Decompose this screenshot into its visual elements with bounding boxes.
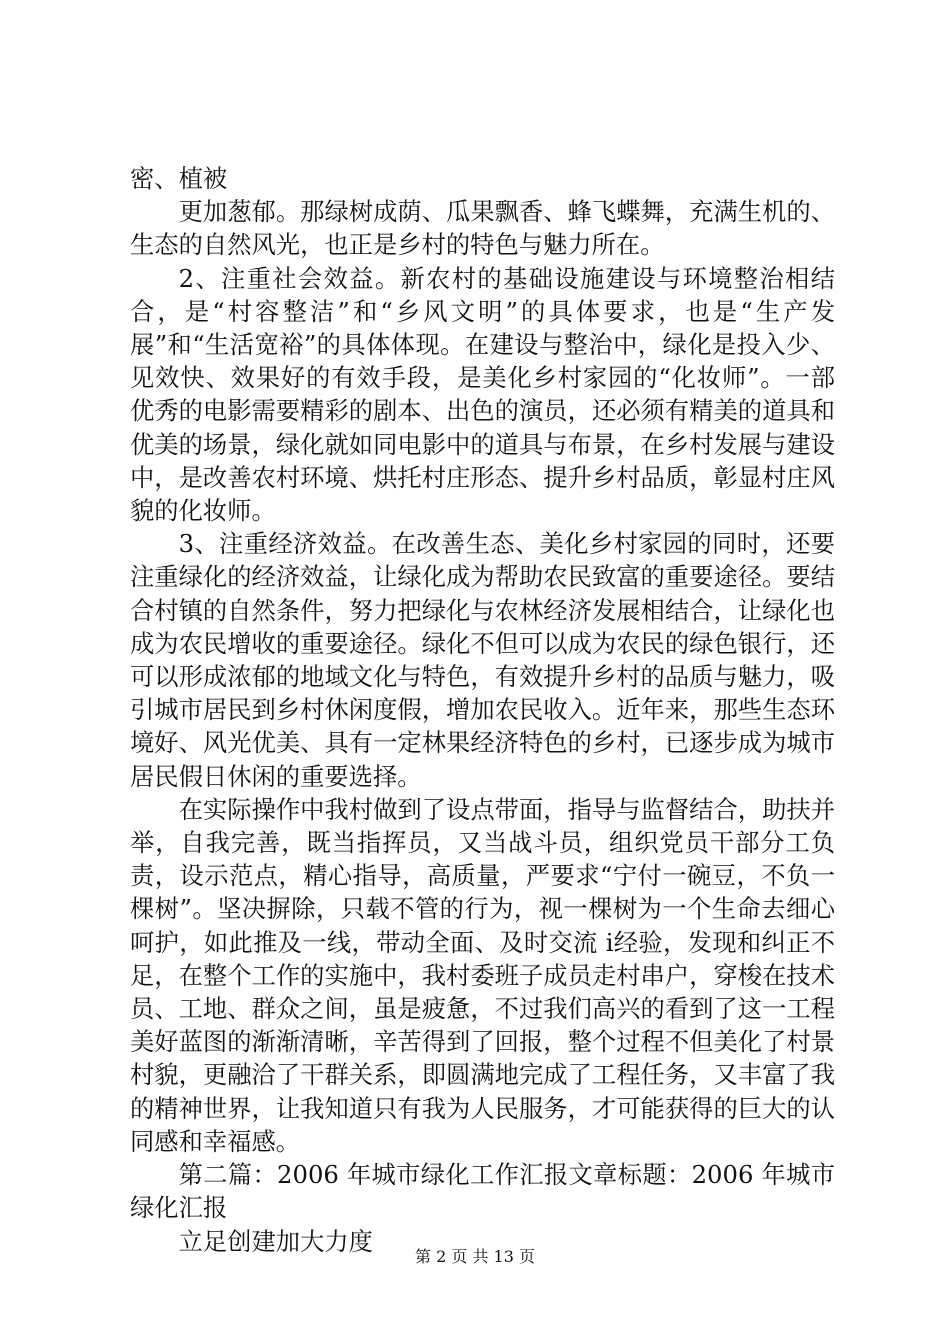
paragraph-social-benefit: 2、注重社会效益。新农村的基础设施建设与环境整治相结合，是“村容整洁”和“乡风文明”的具体要求，也是“生产发展”和“生活宽裕”的具体体现。在建设与整治中，绿化是投入少、见效快、效果好的有效手段，是美化乡村家园的“化妆师”。一部优秀的电影需要精彩的剧本、出色的演员，还必须有精美的道具和优美的场景，绿化就如同电影中的道具与布景，在乡村发展与建设中，是改善农村环境、烘托村庄形态、提升乡村品质，彰显村庄风貌的化妆师。 [130,263,835,526]
paragraph-continuation: 密、植被 [130,164,228,193]
paragraph-scenery: 更加葱郁。那绿树成荫、瓜果飘香、蜂飞蝶舞，充满生机的、生态的自然风光，也正是乡村的特色与魅力所在。 [130,197,835,260]
page-number-footer: 第 2 页 共 13 页 [415,1247,535,1266]
document-body [130,162,835,1258]
section-heading-second-article: 第二篇：2006 年城市绿化工作汇报文章标题：2006 年城市绿化汇报 [130,1160,835,1223]
subheading: 立足创建加大力度 [178,1226,373,1256]
paragraph-economic-benefit: 3、注重经济效益。在改善生态、美化乡村家园的同时，还要注重绿化的经济效益，让绿化成为帮助农民致富的重要途径。要结合村镇的自然条件，努力把绿化与农林经济发展相结合，让绿化也成为农民增收的重要途径。绿化不但可以成为农民的绿色银行，还可以形成浓郁的地域文化与特色，有效提升乡村的品质与魅力，吸引城市居民到乡村休闲度假，增加农民收入。近年来，那些生态环境好、风光优美、具有一定林果经济特色的乡村，已逐步成为城市居民假日休闲的重要选择。 [130,529,835,791]
paragraph-practice: 在实际操作中我村做到了设点带面，指导与监督结合，助扶并举，自我完善，既当指挥员，又当战斗员，组织党员干部分工负责，设示范点，精心指导，高质量，严要求“宁付一碗豆，不负一棵树”。坚决摒除，只载不管的行为，视一棵树为一个生命去细心呵护，如此推及一线，带动全面、及时交流 i经验，发现和纠正不足，在整个工作的实施中，我村委班子成员走村串户，穿梭在技术员、工地、群众之间，虽是疲惫，不过我们高兴的看到了这一工程美好蓝图的渐渐清晰，辛苦得到了回报，整个过程不但美化了村景村貌，更融洽了干群关系，即圆满地完成了工程任务，又丰富了我的精神世界，让我知道只有我为人民服务，才可能获得的巨大的认同感和幸福感。 [130,794,835,1156]
